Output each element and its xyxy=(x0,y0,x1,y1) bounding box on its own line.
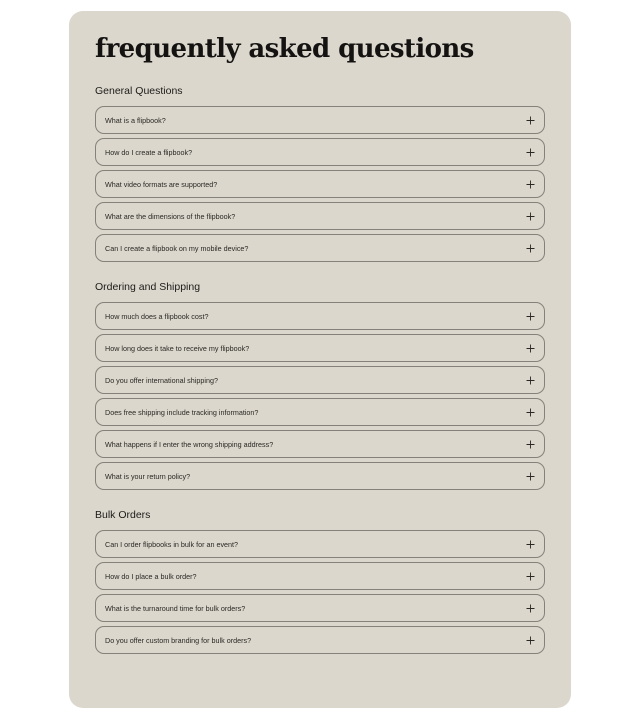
plus-icon[interactable] xyxy=(526,440,535,449)
plus-icon[interactable] xyxy=(526,344,535,353)
faq-section-bulk-orders xyxy=(95,508,545,654)
section-heading: Bulk Orders xyxy=(95,509,151,521)
plus-icon[interactable] xyxy=(526,180,535,189)
faq-item[interactable] xyxy=(95,334,545,362)
section-heading: General Questions xyxy=(95,85,183,97)
faq-item[interactable] xyxy=(95,594,545,622)
faq-item[interactable] xyxy=(95,626,545,654)
plus-icon[interactable] xyxy=(526,636,535,645)
plus-icon[interactable] xyxy=(526,244,535,253)
faq-question: Does free shipping include tracking information? xyxy=(105,407,259,417)
faq-item[interactable] xyxy=(95,138,545,166)
faq-item[interactable] xyxy=(95,170,545,198)
faq-question: What is your return policy? xyxy=(105,471,191,481)
faq-item[interactable] xyxy=(95,234,545,262)
faq-section-general xyxy=(95,84,545,262)
faq-question: How much does a flipbook cost? xyxy=(105,311,209,321)
faq-item[interactable] xyxy=(95,398,545,426)
faq-question: Can I create a flipbook on my mobile device? xyxy=(105,243,249,253)
faq-list xyxy=(95,302,545,490)
plus-icon[interactable] xyxy=(526,540,535,549)
faq-item[interactable] xyxy=(95,366,545,394)
faq-item[interactable] xyxy=(95,106,545,134)
faq-item[interactable] xyxy=(95,462,545,490)
faq-question: What video formats are supported? xyxy=(105,179,218,189)
plus-icon[interactable] xyxy=(526,472,535,481)
faq-item[interactable] xyxy=(95,302,545,330)
plus-icon[interactable] xyxy=(526,572,535,581)
faq-question: Can I order flipbooks in bulk for an event? xyxy=(105,539,239,549)
faq-question: What is a flipbook? xyxy=(105,115,166,125)
plus-icon[interactable] xyxy=(526,212,535,221)
faq-question: How do I place a bulk order? xyxy=(105,571,197,581)
faq-section-ordering-shipping xyxy=(95,280,545,490)
faq-question: How long does it take to receive my flipbook? xyxy=(105,343,250,353)
plus-icon[interactable] xyxy=(526,376,535,385)
section-heading: Ordering and Shipping xyxy=(95,281,201,293)
faq-list xyxy=(95,106,545,262)
faq-question: Do you offer international shipping? xyxy=(105,375,218,385)
faq-card xyxy=(69,11,571,708)
plus-icon[interactable] xyxy=(526,312,535,321)
plus-icon[interactable] xyxy=(526,148,535,157)
faq-question: Do you offer custom branding for bulk orders? xyxy=(105,635,252,645)
faq-item[interactable] xyxy=(95,430,545,458)
page-title: frequently asked questions xyxy=(95,34,474,64)
faq-item[interactable] xyxy=(95,562,545,590)
faq-question: How do I create a flipbook? xyxy=(105,147,193,157)
faq-question: What is the turnaround time for bulk orders? xyxy=(105,603,246,613)
faq-item[interactable] xyxy=(95,202,545,230)
faq-item[interactable] xyxy=(95,530,545,558)
faq-question: What are the dimensions of the flipbook? xyxy=(105,211,236,221)
plus-icon[interactable] xyxy=(526,408,535,417)
plus-icon[interactable] xyxy=(526,116,535,125)
plus-icon[interactable] xyxy=(526,604,535,613)
faq-question: What happens if I enter the wrong shipping address? xyxy=(105,439,274,449)
faq-sections xyxy=(95,84,545,654)
faq-list xyxy=(95,530,545,654)
